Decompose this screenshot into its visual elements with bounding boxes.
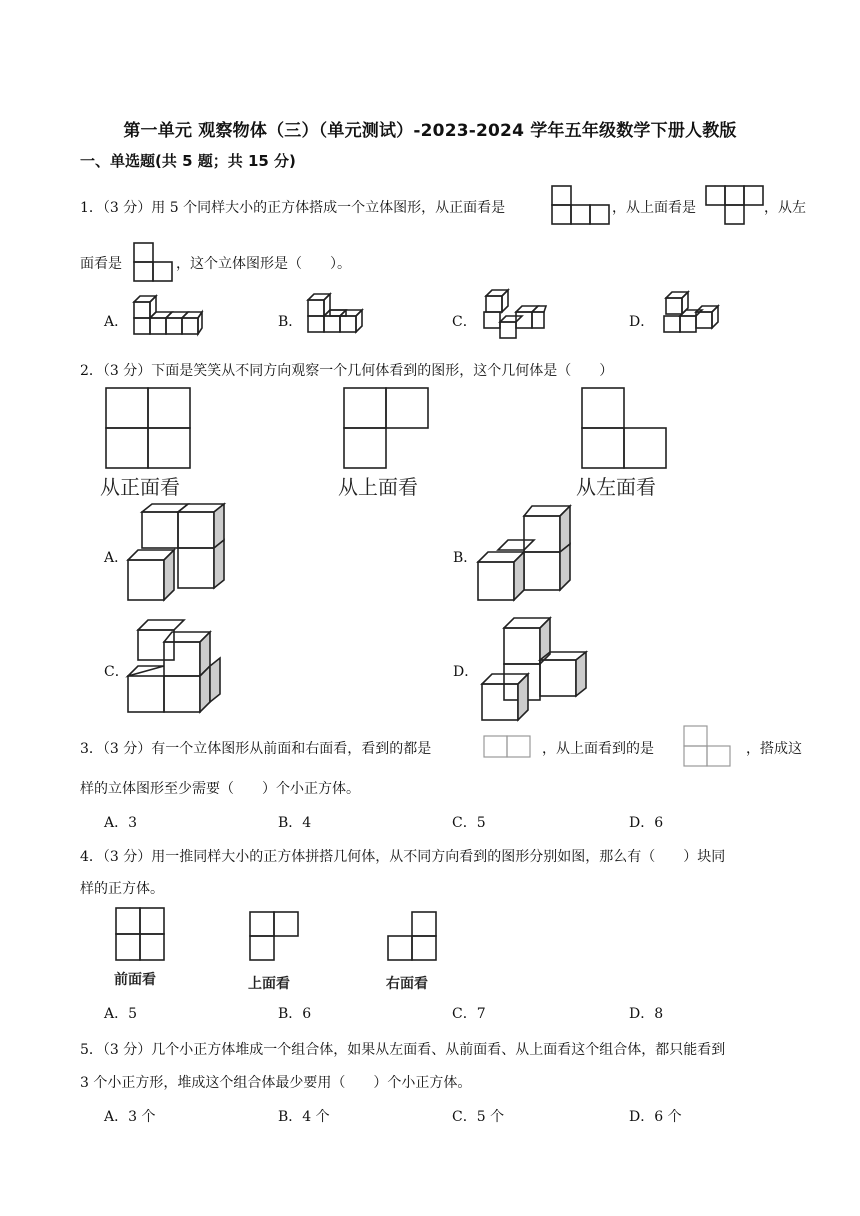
q3-text-part1: 3．（3 分）有一个立体图形从前面和右面看，看到的都是 [80,741,432,757]
q2-caption-top: 从上面看 [338,475,418,499]
q3-text-part4: 样的立体图形至少需要（ ）个小正方体。 [80,781,360,797]
q3-option-a[interactable]: A．3 [104,815,138,831]
q4-caption-top: 上面看 [248,976,290,992]
q2-caption-front: 从正面看 [100,475,180,499]
section-heading: 一、单选题(共 5 题；共 15 分) [80,152,296,170]
q4-front-view-figure [108,904,178,994]
q1-top-view-figure [704,184,766,226]
q1-option-b-label[interactable]: B． [278,314,303,330]
q2-option-a-figure[interactable] [124,502,234,604]
q3-front-right-view-figure [480,732,536,762]
q4-caption-right: 右面看 [386,976,428,992]
q2-option-c-figure[interactable] [124,618,228,716]
q1-option-d-figure[interactable] [660,290,724,342]
q2-option-d-label[interactable]: D． [453,664,479,680]
q4-option-d[interactable]: D．8 [629,1006,664,1022]
q4-caption-front: 前面看 [114,972,156,988]
q1-text-part5: ，这个立体图形是（ ）。 [176,256,351,272]
q5-option-d[interactable]: D．6 个 [629,1109,682,1125]
q1-left-view-figure [132,241,176,283]
q2-option-a-label[interactable]: A． [104,550,129,566]
q4-option-c[interactable]: C．7 [452,1006,486,1022]
q2-option-c-label[interactable]: C． [104,664,129,680]
q4-right-view-figure [378,904,448,996]
q3-option-d[interactable]: D．6 [629,815,664,831]
q1-text-part3: ，从左 [764,200,806,216]
q1-option-d-label[interactable]: D． [629,314,655,330]
q1-option-c-figure[interactable] [480,288,550,344]
q1-option-a-figure[interactable] [130,292,204,342]
q4-top-view-figure [240,904,310,996]
q1-option-a-label[interactable]: A． [104,314,129,330]
q2-front-view-figure [96,384,206,500]
q2-caption-left: 从左面看 [576,475,656,499]
q2-left-view-figure [572,384,682,500]
q2-text: 2．（3 分）下面是笑笑从不同方向观察一个几何体看到的图形，这个几何体是（ ） [80,363,614,379]
q1-front-view-figure [550,184,612,226]
q2-top-view-figure [334,384,444,500]
q1-text-part2: ，从上面看是 [612,200,696,216]
q5-option-a[interactable]: A．3 个 [104,1109,156,1125]
q1-option-c-label[interactable]: C． [452,314,477,330]
q1-option-b-figure[interactable] [304,290,370,342]
q4-text-part1: 4．（3 分）用一推同样大小的正方体拼搭几何体，从不同方向看到的图形分别如图，那么有（ ）块同 [80,849,726,865]
q5-option-b[interactable]: B．4 个 [278,1109,330,1125]
q3-text-part2: ，从上面看到的是 [542,741,654,757]
q2-option-d-figure[interactable] [474,614,592,724]
q3-option-c[interactable]: C．5 [452,815,486,831]
page-title: 第一单元 观察物体（三）（单元测试）-2023-2024 学年五年级数学下册人教版 [123,121,737,141]
q3-text-part3: ，搭成这 [746,741,802,757]
q1-text-part4: 面看是 [80,256,122,272]
q1-text-part1: 1．（3 分）用 5 个同样大小的正方体搭成一个立体图形，从正面看是 [80,200,506,216]
q2-option-b-figure[interactable] [474,502,578,604]
q4-text-part2: 样的正方体。 [80,881,164,897]
q4-option-b[interactable]: B．6 [278,1006,312,1022]
q5-text-part1: 5．（3 分）几个小正方体堆成一个组合体，如果从左面看、从前面看、从上面看这个组合体，都只能看到 [80,1042,726,1058]
q3-top-view-figure [680,722,736,770]
q4-option-a[interactable]: A．5 [104,1006,138,1022]
q3-option-b[interactable]: B．4 [278,815,312,831]
q2-option-b-label[interactable]: B． [453,550,478,566]
q5-text-part2: 3 个小正方形，堆成这个组合体最少要用（ ）个小正方体。 [80,1075,472,1091]
q5-option-c[interactable]: C．5 个 [452,1109,505,1125]
